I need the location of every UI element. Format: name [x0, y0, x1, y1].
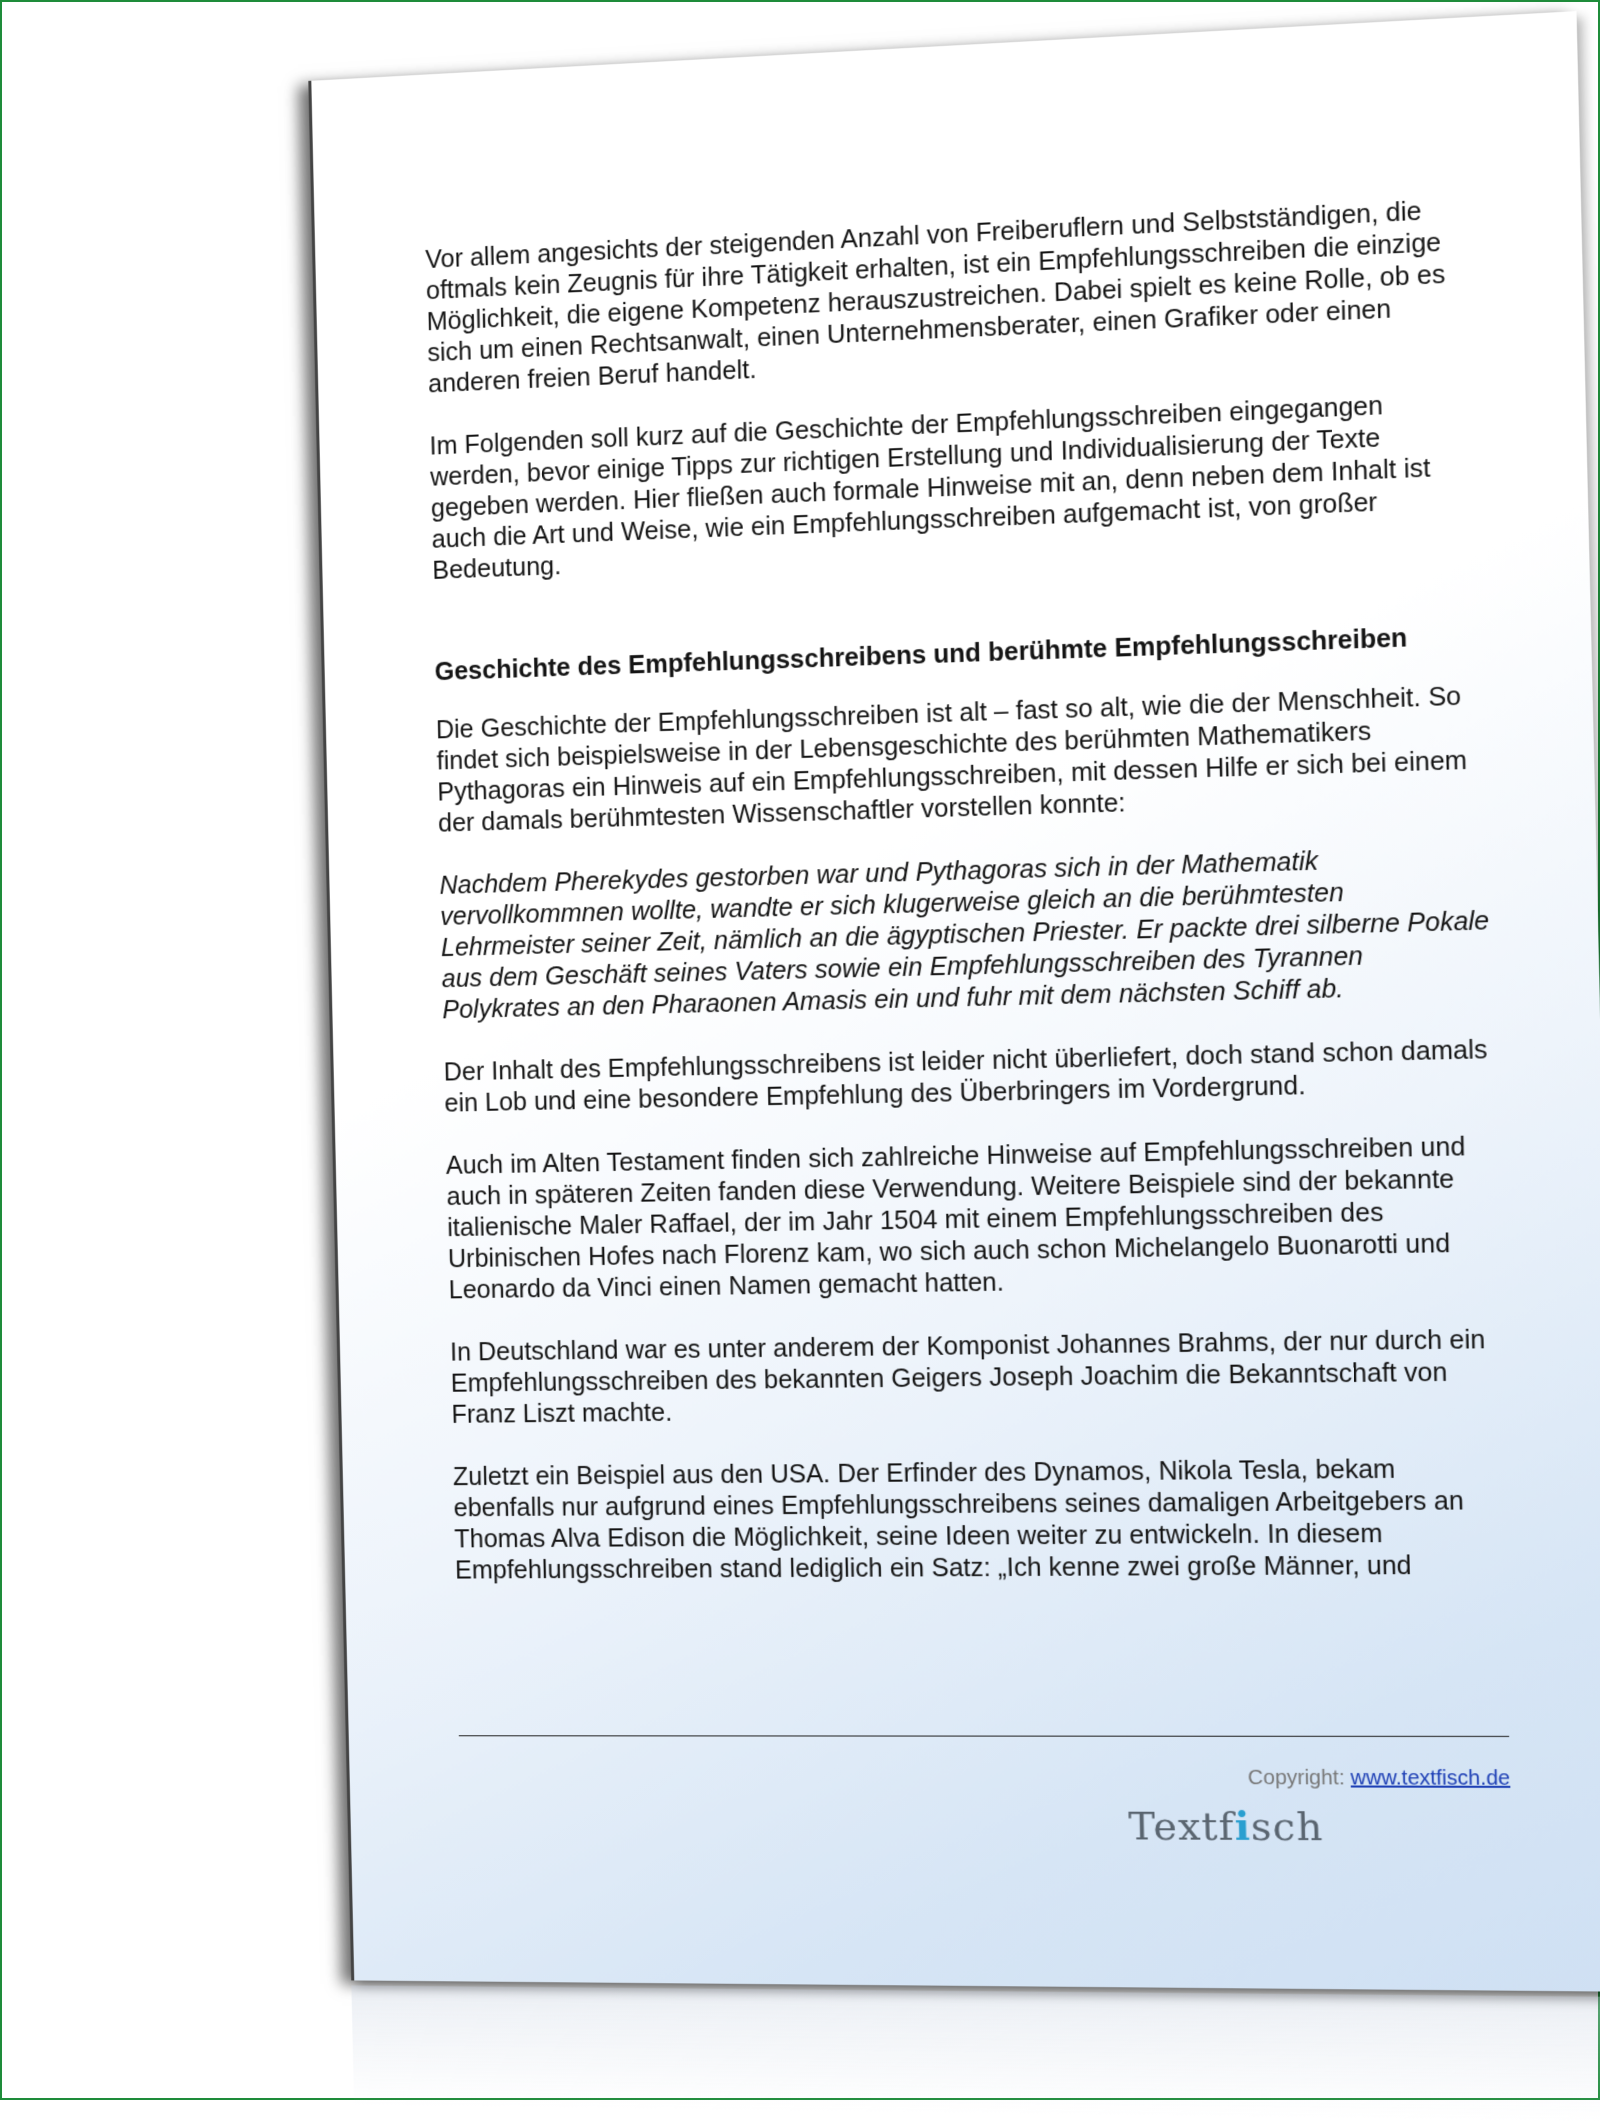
- quote-paragraph: Nachdem Pherekydes gestorben war und Pythagoras sich in der Mathematik vervollkommnen wollte, wandte er sich klugerweise gleich an die berühmtesten Lehrmeister seiner Zeit, nämlich an die ägyptischen Priester. Er packte drei silberne Pokale aus dem Geschäft seines Vaters sowie ein Empfehlungsschreiben des Tyrannen Polykrates an den Pharaonen Amasis ein und fuhr mit dem nächsten Schiff ab.: [439, 846, 1490, 1025]
- intro-paragraph-1: Vor allem angesichts der steigenden Anzahl von Freiberuflern und Selbstständigen, die oftmals kein Zeugnis für ihre Tätigkeit erhalten, ist ein Empfehlungsschreiben die einzige Möglichkeit, die eigene Kompetenz herauszustreichen. Dabei spielt es keine Rolle, ob es sich um einen Rechtsanwalt, einen Unternehmensberater, einen Grafiker oder einen anderen freien Beruf handelt.: [425, 196, 1446, 399]
- page-reflection: [351, 1985, 1600, 2122]
- copyright-link[interactable]: www.textfisch.de: [1350, 1766, 1511, 1790]
- footer-divider: [459, 1735, 1509, 1737]
- body-paragraph-4: Zuletzt ein Beispiel aus den USA. Der Erfinder des Dynamos, Nikola Tesla, bekam ebenfalls nur aufgrund eines Empfehlungsschreibens seines damaligen Arbeitgebers an Thomas Alva Edison die Möglichkeit, seine Ideen weiter zu entwickeln. In diesem Empfehlungsschreiben stand lediglich ein Satz: „Ich kenne zwei große Männer, und: [452, 1455, 1465, 1585]
- copyright-notice: [1127, 1766, 1510, 1791]
- logo-text-start: Textf: [1127, 1803, 1236, 1850]
- textfisch-logo: [1128, 1802, 1324, 1849]
- section-heading: Geschichte des Empfehlungsschreibens und berühmte Empfehlungsschreiben: [434, 623, 1408, 687]
- body-paragraph-2: Auch im Alten Testament finden sich zahlreiche Hinweise auf Empfehlungsschreiben und auch in späteren Zeiten fanden diese Verwendung. Weitere Beispiele sind der bekannte italienische Maler Raffael, der im Jahr 1504 mit einem Empfehlungsschreiben des Urbinischen Hofes nach Florenz kam, wo sich auch schon Michelangelo Buonarotti und Leonardo da Vinci einen Namen gemacht hatten.: [445, 1132, 1466, 1305]
- logo-fish-letter: i: [1234, 1802, 1252, 1850]
- logo-text-end: sch: [1250, 1803, 1324, 1850]
- document-body: [425, 193, 1506, 1617]
- copyright-label: Copyright:: [1247, 1766, 1345, 1790]
- body-paragraph-3: In Deutschland war es unter anderem der Komponist Johannes Brahms, der nur durch ein Empfehlungsschreiben des bekannten Geigers Joseph Joachim die Bekanntschaft von Franz Liszt machte.: [449, 1325, 1486, 1429]
- document-preview: [308, 10, 1600, 2013]
- history-paragraph: Die Geschichte der Empfehlungsschreiben ist alt – fast so alt, wie die der Menschheit. So findet sich beispielsweise in der Lebensgeschichte des berühmten Mathematikers Pythagoras ein Hinweis auf ein Empfehlungsschreiben, mit dessen Hilfe er sich bei einem der damals berühmtesten Wissenschaftler vorstellen konnte:: [435, 681, 1468, 838]
- intro-paragraph-2: Im Folgenden soll kurz auf die Geschichte der Empfehlungsschreiben eingegangen werden, bevor einige Tipps zur richtigen Erstellung und Individualisierung der Texte gegeben werden. Hier fließen auch formale Hinweise mit an, denn neben dem Inhalt ist auch die Art und Weise, wie ein Empfehlungsschreiben aufgemacht ist, von großer Bedeutung.: [429, 391, 1431, 585]
- body-paragraph-1: Der Inhalt des Empfehlungsschreibens ist leider nicht überliefert, doch stand schon damals ein Lob und eine besondere Empfehlung des Überbringers im Vordergrund.: [443, 1035, 1488, 1118]
- document-page: [308, 11, 1600, 1992]
